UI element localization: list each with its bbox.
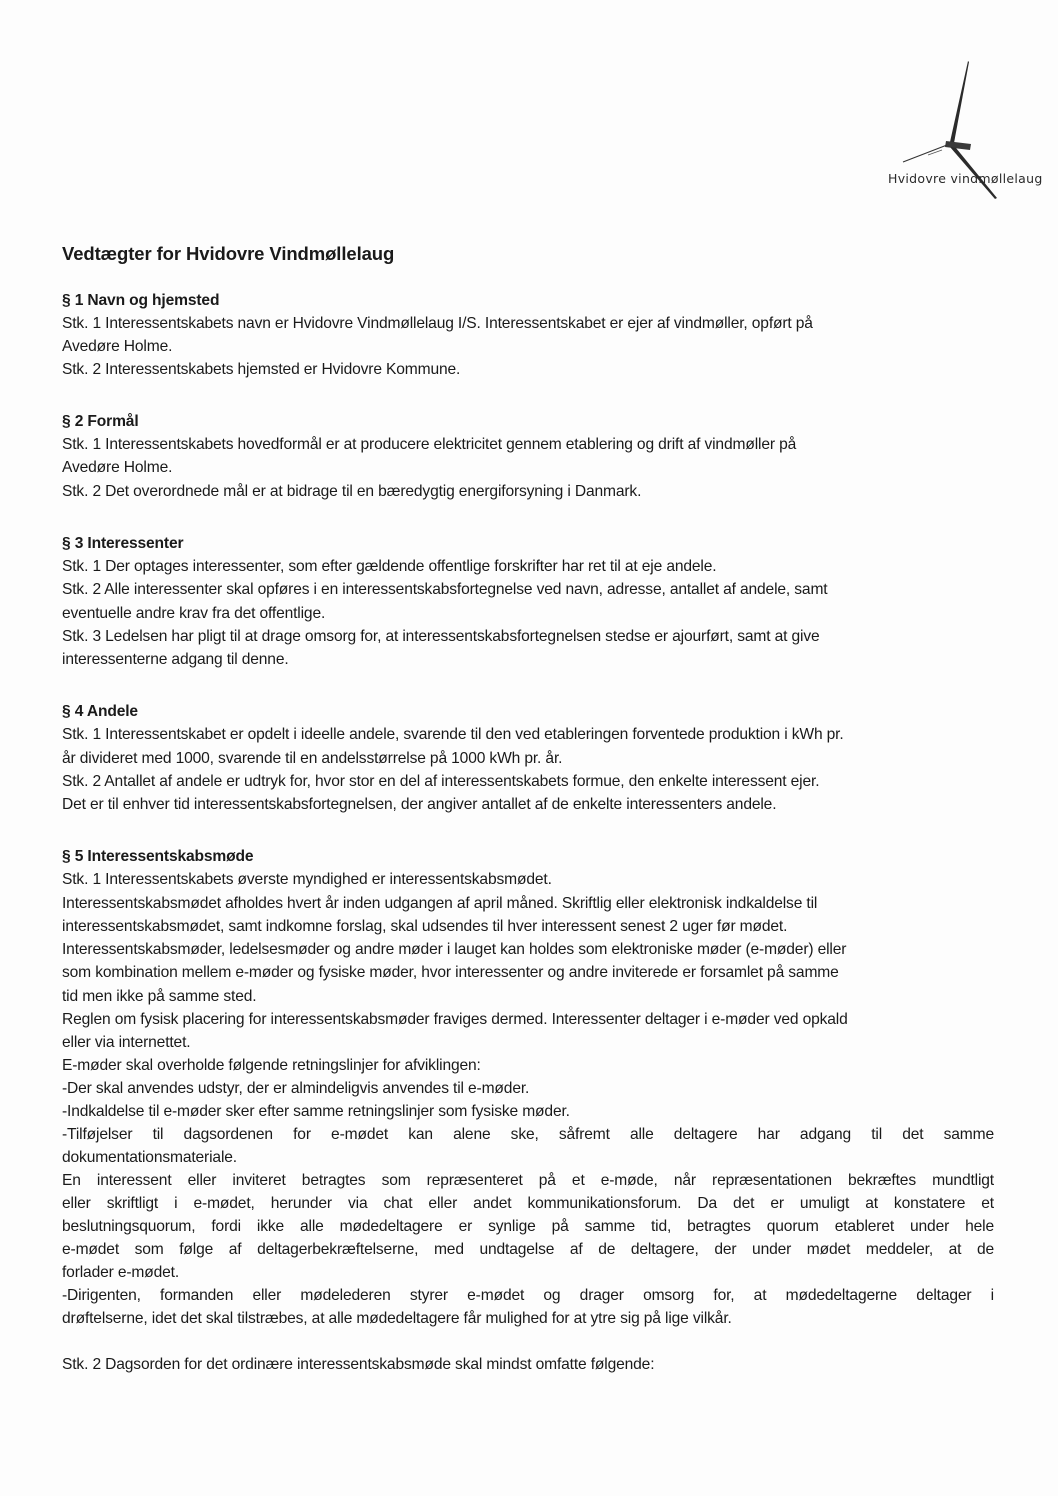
paragraph-line: interessentskabsmødet, samt indkomne forslag, skal udsendes til hver interessent senest 2 uger før mødet. [62, 918, 788, 935]
paragraph-line: Avedøre Holme. [62, 338, 173, 355]
paragraph-line: eller skriftligt i e-mødet, herunder via chat eller andet kommunikationsforum. Da det er umuligt at konstatere et [62, 1195, 994, 1212]
paragraph-line: Reglen om fysisk placering for interessentskabsmøder fraviges dermed. Interessenter deltager i e-møder ved opkald [62, 1011, 848, 1028]
paragraph-line: E-møder skal overholde følgende retningslinjer for afviklingen: [62, 1057, 481, 1074]
paragraph-line: Stk. 1 Interessentskabets navn er Hvidovre Vindmøllelaug I/S. Interessentskabet er ejer af vindmøller, opført på [62, 315, 813, 332]
paragraph-line: Interessentskabsmøder, ledelsesmøder og andre møder i lauget kan holdes som elektroniske møder (e-møder) eller [62, 941, 847, 958]
document-title: Vedtægter for Hvidovre Vindmøllelaug [62, 243, 395, 264]
paragraph-line: interessenterne adgang til denne. [62, 651, 289, 668]
paragraph-line: dokumentationsmateriale. [62, 1149, 237, 1166]
paragraph-line: Stk. 1 Der optages interessenter, som efter gældende offentlige forskrifter har ret til at eje andele. [62, 558, 717, 575]
paragraph-line: Stk. 2 Det overordnede mål er at bidrage til en bæredygtig energiforsyning i Danmark. [62, 483, 642, 500]
paragraph-line: forlader e-mødet. [62, 1264, 180, 1281]
section-heading: § 4 Andele [62, 703, 138, 720]
section-heading: § 5 Interessentskabsmøde [62, 848, 254, 865]
paragraph-line: En interessent eller inviteret betragtes som repræsenteret på et e-møde, når repræsentationen bekræftes mundtligt [62, 1172, 994, 1189]
section-heading: § 1 Navn og hjemsted [62, 292, 220, 309]
list-item: -Indkaldelse til e-møder sker efter samme retningslinjer som fysiske møder. [62, 1103, 570, 1120]
paragraph-line: år divideret med 1000, svarende til en andelsstørrelse på 1000 kWh pr. år. [62, 750, 563, 767]
list-item: -Der skal anvendes udstyr, der er almindeligvis anvendes til e-møder. [62, 1080, 530, 1097]
paragraph-line: Stk. 3 Ledelsen har pligt til at drage omsorg for, at interessentskabsfortegnelsen stedse er ajourført, samt at give [62, 628, 820, 645]
list-item: -Tilføjelser til dagsordenen for e-mødet kan alene ske, såfremt alle deltagere har adgang til det samme [62, 1126, 994, 1143]
paragraph-line: Interessentskabsmødet afholdes hvert år inden udgangen af april måned. Skriftlig eller elektronisk indkaldelse til [62, 895, 818, 912]
paragraph-line: som kombination mellem e-møder og fysiske møder, hvor interessenter og andre inviterede er forsamlet på samme [62, 964, 839, 981]
paragraph-line: Stk. 1 Interessentskabets øverste myndighed er interessentskabsmødet. [62, 871, 552, 888]
paragraph-line: eller via internettet. [62, 1034, 191, 1051]
paragraph-line: e-mødet som følge af deltagerbekræftelserne, med undtagelse af de deltagere, der under mødet meddeler, at de [62, 1241, 994, 1258]
paragraph-line: eventuelle andre krav fra det offentlige. [62, 605, 326, 622]
paragraph-line: beslutningsquorum, fordi ikke alle mødedeltagere er synlige på samme tid, betragtes quorum etableret under hele [62, 1218, 994, 1235]
section-heading: § 2 Formål [62, 413, 139, 430]
paragraph-line: Stk. 2 Alle interessenter skal opføres i en interessentskabsfortegnelse ved navn, adresse, antallet af andele, samt [62, 581, 828, 598]
paragraph-line: Stk. 2 Interessentskabets hjemsted er Hvidovre Kommune. [62, 361, 461, 378]
paragraph-line: Det er til enhver tid interessentskabsfortegnelsen, der angiver antallet af de enkelte interessenters andele. [62, 796, 777, 813]
logo-text: Hvidovre vindmøllelaug [888, 171, 1043, 186]
paragraph-line: Avedøre Holme. [62, 459, 173, 476]
paragraph-line: Stk. 2 Antallet af andele er udtryk for, hvor stor en del af interessentskabets formue, den enkelte interessent ejer. [62, 773, 820, 790]
paragraph-line: Stk. 1 Interessentskabets hovedformål er at producere elektricitet gennem etablering og drift af vindmøller på [62, 436, 797, 453]
paragraph-line: Stk. 1 Interessentskabet er opdelt i ideelle andele, svarende til den ved etableringen forventede produktion i kWh pr. [62, 726, 844, 743]
paragraph-line: Stk. 2 Dagsorden for det ordinære interessentskabsmøde skal mindst omfatte følgende: [62, 1356, 655, 1373]
paragraph-line: tid men ikke på samme sted. [62, 988, 257, 1005]
section-heading: § 3 Interessenter [62, 535, 184, 552]
list-item: -Dirigenten, formanden eller mødelederen styrer e-mødet og drager omsorg for, at mødedeltagerne deltager i [62, 1287, 994, 1304]
paragraph-line: drøftelserne, idet det skal tilstræbes, at alle mødedeltagere får mulighed for at ytre sig på lige vilkår. [62, 1310, 732, 1327]
